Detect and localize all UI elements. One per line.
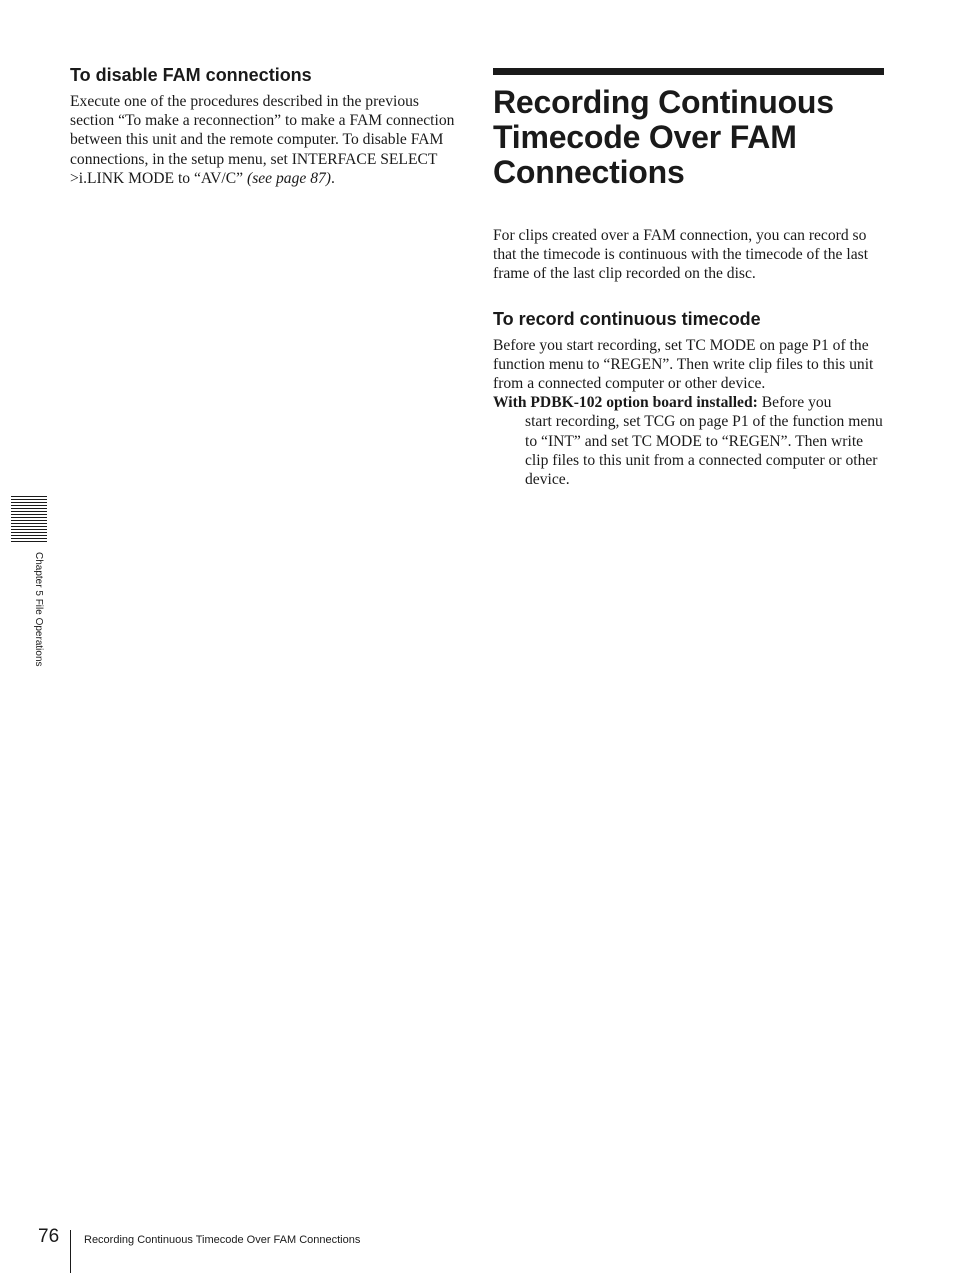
right-column <box>493 68 884 489</box>
section-title: Recording Continuous Timecode Over FAM Connections <box>493 84 834 190</box>
running-footer-title: Recording Continuous Timecode Over FAM Connections <box>84 1234 361 1246</box>
option-board-note-text: start recording, set TCG on page P1 of the function menu to “INT” and set TC MODE to “REGEN”. Then write clip files to this unit from a connected computer or other device. <box>525 413 883 489</box>
footer-divider <box>70 1230 71 1273</box>
page-reference-link[interactable]: (see page 87) <box>247 169 331 187</box>
disable-fam-heading: To disable FAM connections <box>70 65 312 85</box>
option-board-note <box>493 393 884 489</box>
left-column <box>70 64 462 188</box>
option-board-note-label: With PDBK-102 option board installed: <box>493 394 758 412</box>
chapter-side-label: Chapter 5 File Operations <box>33 552 44 667</box>
disable-fam-paragraph <box>70 92 462 188</box>
disable-fam-text-end: . <box>331 169 335 187</box>
title-rule <box>493 68 884 75</box>
record-timecode-paragraph: Before you start recording, set TC MODE on page P1 of the function menu to “REGEN”. Then write clip files to this unit from a connected computer or other device. <box>493 336 874 393</box>
chapter-thumb-tab <box>11 496 47 542</box>
record-timecode-heading: To record continuous timecode <box>493 308 761 329</box>
intro-paragraph: For clips created over a FAM connection, you can record so that the timecode is continuous with the timecode of the last frame of the last clip recorded on the disc. <box>493 227 869 283</box>
page-number: 76 <box>38 1226 60 1247</box>
option-board-note-lead: Before you <box>757 394 832 412</box>
disable-fam-text: Execute one of the procedures described in the previous section “To make a reconnection” to make a FAM connection between this unit and the remote computer. To disable FAM connections, in the setup menu, set INTERFACE SELECT >i.LINK MODE to “AV/C” <box>70 93 455 187</box>
